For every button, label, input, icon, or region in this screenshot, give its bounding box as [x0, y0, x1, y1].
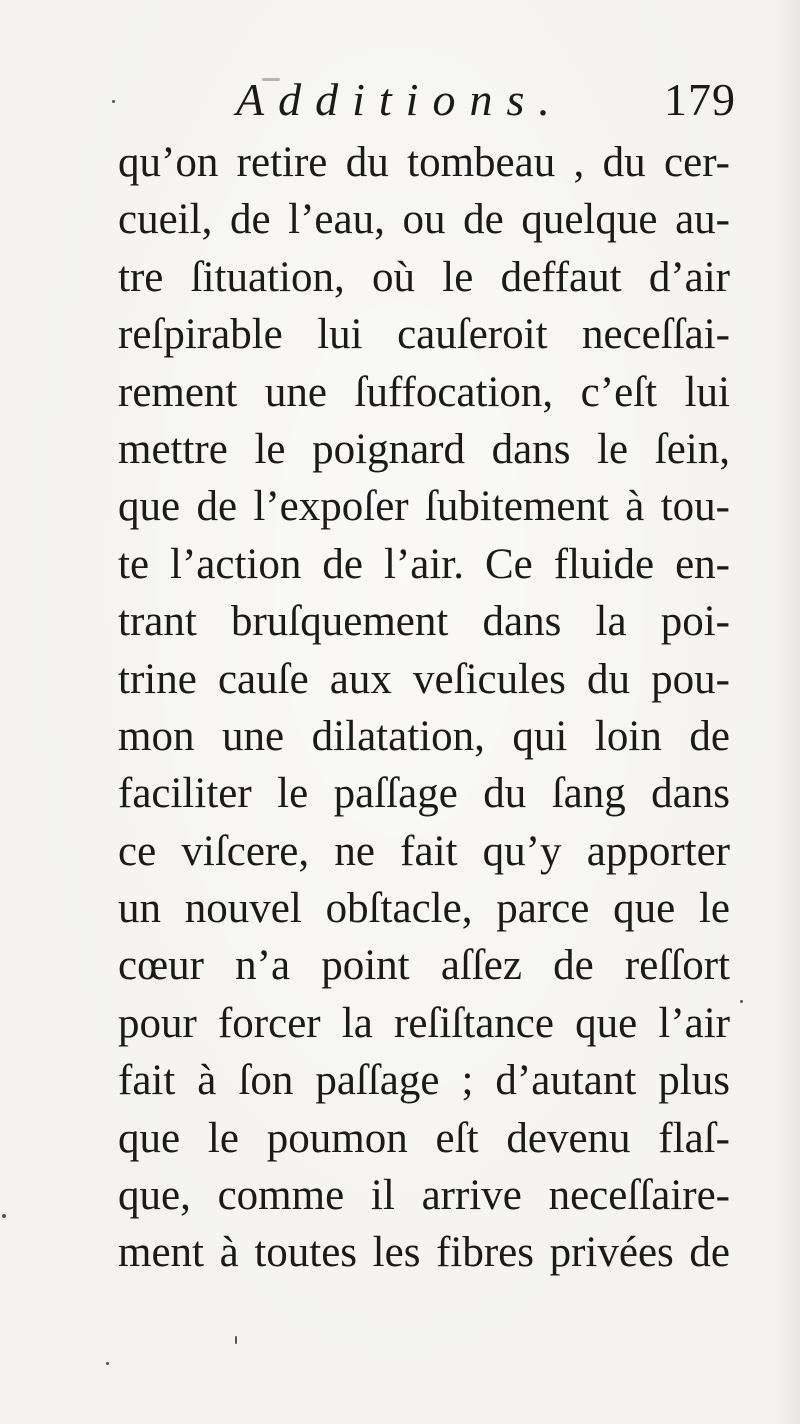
text-line: ment à toutes les fibres privées de: [118, 1229, 730, 1277]
text-line: ce viſcere, ne fait qu’y apporter: [118, 827, 730, 875]
text-line: fait à ſon paſſage ; d’autant plus: [118, 1057, 730, 1105]
text-line: cueil, de l’eau, ou de quelque au-: [118, 196, 730, 244]
paper-speck: [262, 78, 280, 81]
text-line: faciliter le paſſage du ſang dans: [118, 770, 730, 818]
running-head: [236, 70, 736, 130]
running-head-title: Additions.: [236, 74, 564, 125]
paper-speck: [235, 1336, 237, 1344]
text-line: mon une dilatation, qui loin de: [118, 712, 730, 760]
paper-speck: [112, 100, 115, 103]
text-line: trine cauſe aux veſicules du pou-: [118, 655, 730, 703]
text-line: pour forcer la reſiſtance que l’air: [118, 999, 730, 1047]
text-line: trant bruſquement dans la poi-: [118, 598, 730, 646]
text-line: que le poumon eſt devenu flaſ-: [118, 1114, 730, 1162]
text-line: te l’action de l’air. Ce fluide en-: [118, 540, 730, 588]
body-text: [118, 134, 730, 1282]
paper-speck: [740, 1000, 743, 1003]
text-line: qu’on retire du tombeau , du cer-: [118, 139, 730, 186]
text-line: cœur n’a point aſſez de reſſort: [118, 942, 730, 990]
page-edge-shadow: [776, 0, 800, 1424]
text-line: reſpirable lui cauſeroit neceſſai-: [118, 311, 730, 359]
text-line: mettre le poignard dans le ſein,: [118, 425, 730, 473]
text-line: que, comme il arrive neceſſaire-: [118, 1172, 730, 1220]
text-line: que de l’expoſer ſubitement à tou-: [118, 483, 730, 531]
paper-speck: [106, 1362, 109, 1365]
text-line: rement une ſuffocation, c’eſt lui: [118, 368, 730, 416]
page-number: 179: [664, 74, 736, 125]
paper-speck: [2, 1214, 6, 1218]
text-line: un nouvel obſtacle, parce que le: [118, 885, 730, 933]
text-line: tre ſituation, où le deffaut d’air: [118, 253, 730, 301]
